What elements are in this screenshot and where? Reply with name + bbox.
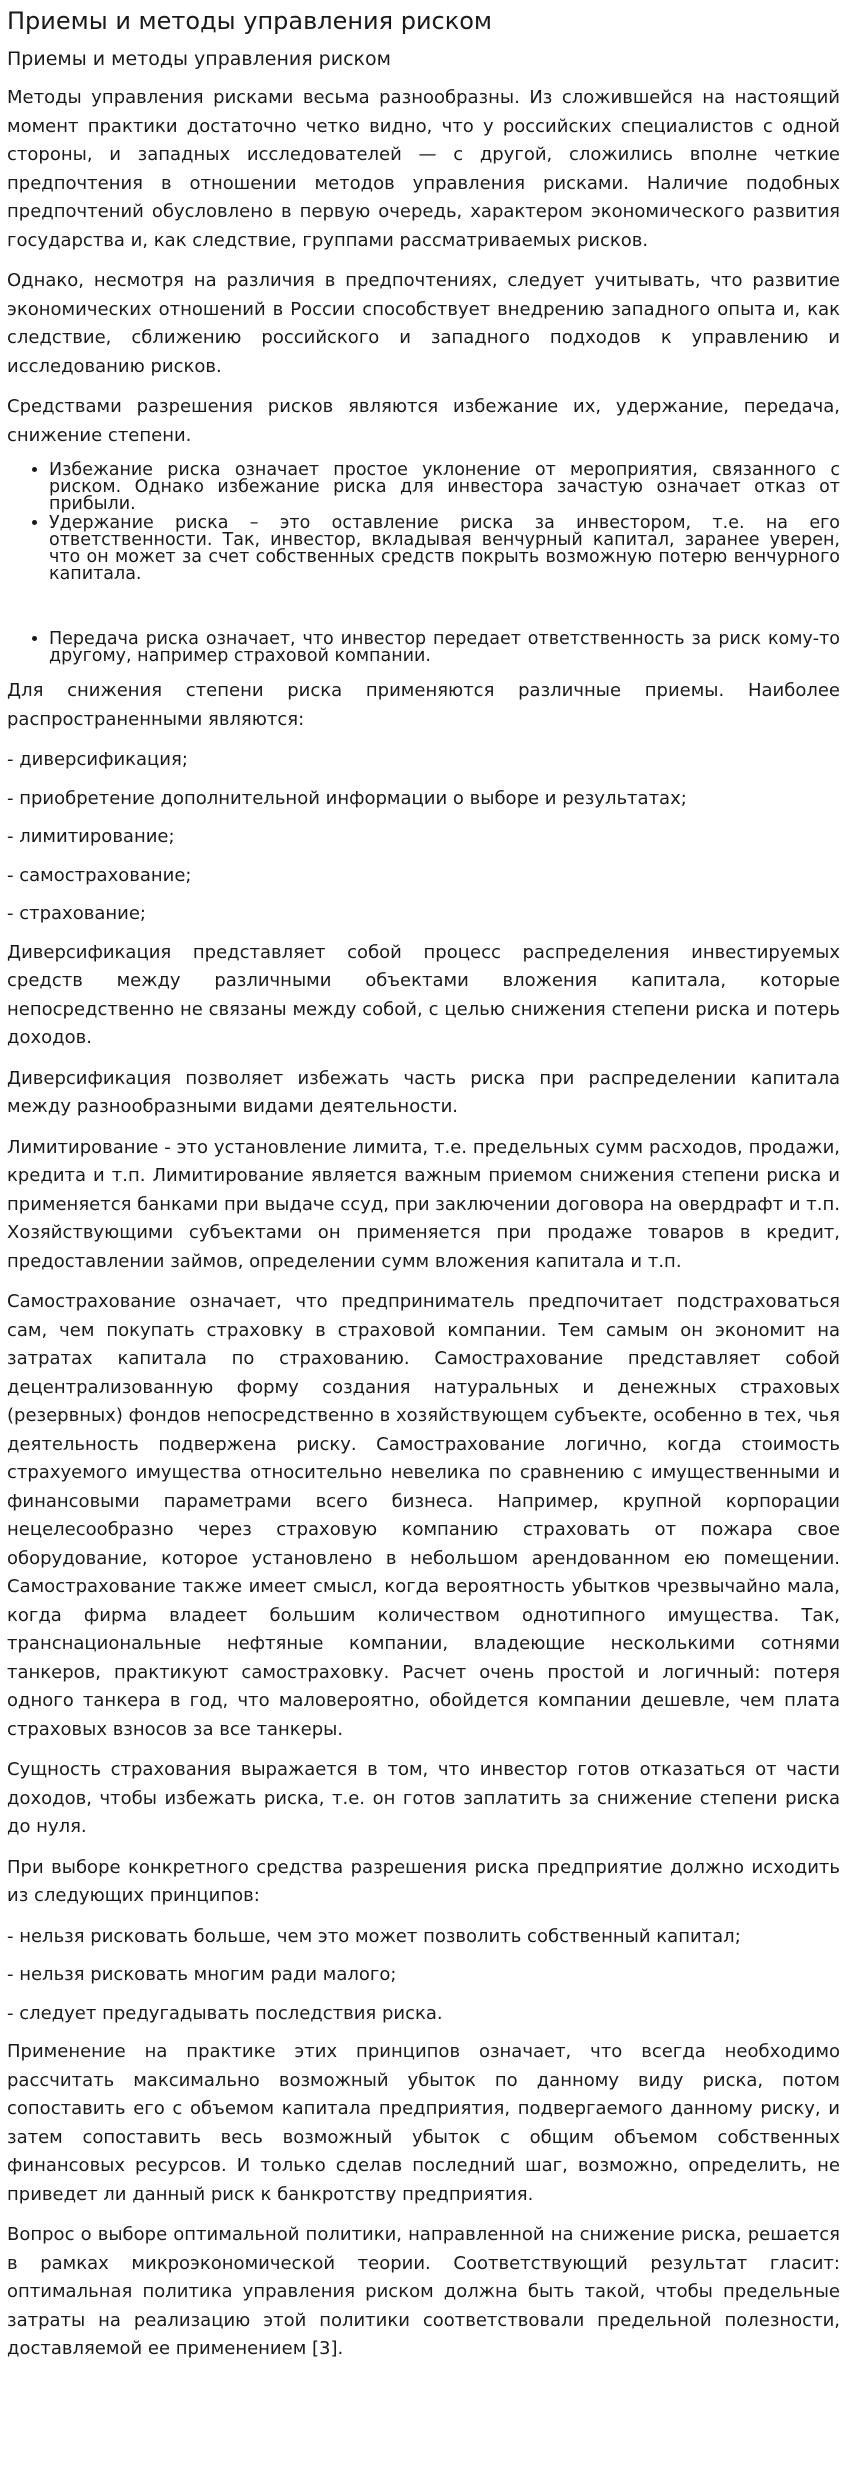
paragraph-russia-west: Однако, несмотря на различия в предпочтениях, следует учитывать, что развитие экономических отношений в России способствует внедрению западного опыта и, как следствие, сближению российского и западного подходов к управлению и исследованию рисков. (7, 270, 840, 377)
paragraph-diversification: Диверсификация представляет собой процесс распределения инвестируемых средств между различными объектами вложения капитала, которые непосредственно не связаны между собой, с целью снижения степени риска и потерь доходов. (7, 941, 840, 1048)
list-item-transfer: • Передача риска означает, что инвестор передает ответственность за риск кому-то другому, например страховой компании. (49, 631, 840, 665)
principle-item-capital: - нельзя рисковать больше, чем это может позволить собственный капитал; (7, 1925, 741, 1947)
reduction-item-diversification: - диверсификация; (7, 749, 188, 770)
reduction-item-information: - приобретение дополнительной информации о выборе и результатах; (7, 787, 687, 809)
page-title: Приемы и методы управления риском (7, 7, 493, 35)
reduction-item-self-insurance: - самострахование; (7, 864, 192, 886)
paragraph-reduction-intro: Для снижения степени риска применяются различные приемы. Наиболее распространенными являются: (7, 680, 840, 730)
principle-item-consequences: - следует предугадывать последствия риска. (7, 2002, 443, 2024)
paragraph-principles-application: Применение на практике этих принципов означает, что всегда необходимо рассчитать максимально возможный убыток по данному виду риска, потом сопоставить его с объемом капитала предприятия, подвергаемого данному риску, и затем сопоставить весь возможный убыток с общим объемом собственных финансовых ресурсов. И только сделав последний шаг, возможно, определить, не приведет ли данный риск к банкротству предприятия. (7, 2041, 840, 2205)
paragraph-principles-intro: При выборе конкретного средства разрешения риска предприятие должно исходить из следующих принципов: (7, 1856, 840, 1906)
reduction-item-insurance: - страхование; (7, 903, 146, 924)
principle-item-small: - нельзя рисковать многим ради малого; (7, 1964, 397, 1985)
risk-methods-list (7, 462, 840, 665)
paragraph-limiting: Лимитирование - это установление лимита, т.е. предельных сумм расходов, продажи, кредита и т.п. Лимитирование является важным приемом снижения степени риска и применяется банками при выдаче ссуд, при заключении договора на овердрафт и т.п. Хозяйствующими субъектами он применяется при продаже товаров в кредит, предоставлении займов, определении сумм вложения капитала и т.п. (7, 1136, 840, 1272)
paragraph-methods-overview: Методы управления рисками весьма разнообразны. Из сложившейся на настоящий момент практики достаточно четко видно, что у российских специалистов с одной стороны, и западных исследователей — с другой, сложились вполне четкие предпочтения в отношении методов управления рисками. Наличие подобных предпочтений обусловлено в первую очередь, характером экономического развития государства и, как следствие, группами рассматриваемых рисков. (7, 87, 840, 251)
paragraph-diversification-benefit: Диверсификация позволяет избежать часть риска при распределении капитала между разнообразными видами деятельности. (7, 1067, 840, 1117)
paragraph-self-insurance: Самострахование означает, что предприниматель предпочитает подстраховаться сам, чем покупать страховку в страховой компании. Тем самым он экономит на затратах капитала по страхованию. Самострахование представляет собой децентрализованную форму создания натуральных и денежных страховых (резервных) фондов непосредственно в хозяйствующем субъекте, особенно в тех, чья деятельность подвержена риску. Самострахование логично, когда стоимость страхуемого имущества относительно невелика по сравнению с имущественными и финансовыми параметрами всего бизнеса. Например, крупной корпорации нецелесообразно через страховую компанию страховать от пожара свое оборудование, которое установлено в небольшом арендованном ею помещении. Самострахование также имеет смысл, когда вероятность убытков чрезвычайно мала, когда фирма владеет большим количеством однотипного имущества. Так, транснациональные нефтяные компании, владеющие несколькими сотнями танкеров, практикуют самостраховку. Расчет очень простой и логичный: потеря одного танкера в год, что маловероятно, обойдется компании дешевле, чем плата страховых взносов за все танкеры. (7, 1291, 840, 1740)
list-item-avoidance: • Избежание риска означает простое уклонение от мероприятия, связанного с риском. Однако избежание риска для инвестора зачастую означает отказ от прибыли. (49, 462, 840, 513)
paragraph-optimal-policy: Вопрос о выборе оптимальной политики, направленной на снижение риска, решается в рамках микроэкономической теории. Соответствующий результат гласит: оптимальная политика управления риском должна быть такой, чтобы предельные затраты на реализацию этой политики соответствовали предельной полезности, доставляемой ее применением [3]. (7, 2224, 840, 2359)
list-item-retention: • Удержание риска – это оставление риска за инвестором, т.е. на его ответственности. Так, инвестор, вкладывая венчурный капитал, заранее уверен, что он может за счет собственных средств покрыть возможную потерю венчурного капитала. (49, 515, 840, 583)
paragraph-insurance-essence: Сущность страхования выражается в том, что инвестор готов отказаться от части доходов, чтобы избежать риска, т.е. он готов заплатить за снижение степени риска до нуля. (7, 1759, 840, 1837)
reduction-item-limiting: - лимитирование; (7, 826, 175, 847)
paragraph-risk-means: Средствами разрешения рисков являются избежание их, удержание, передача, снижение степени. (7, 396, 840, 446)
article-subtitle: Приемы и методы управления риском (7, 48, 391, 70)
